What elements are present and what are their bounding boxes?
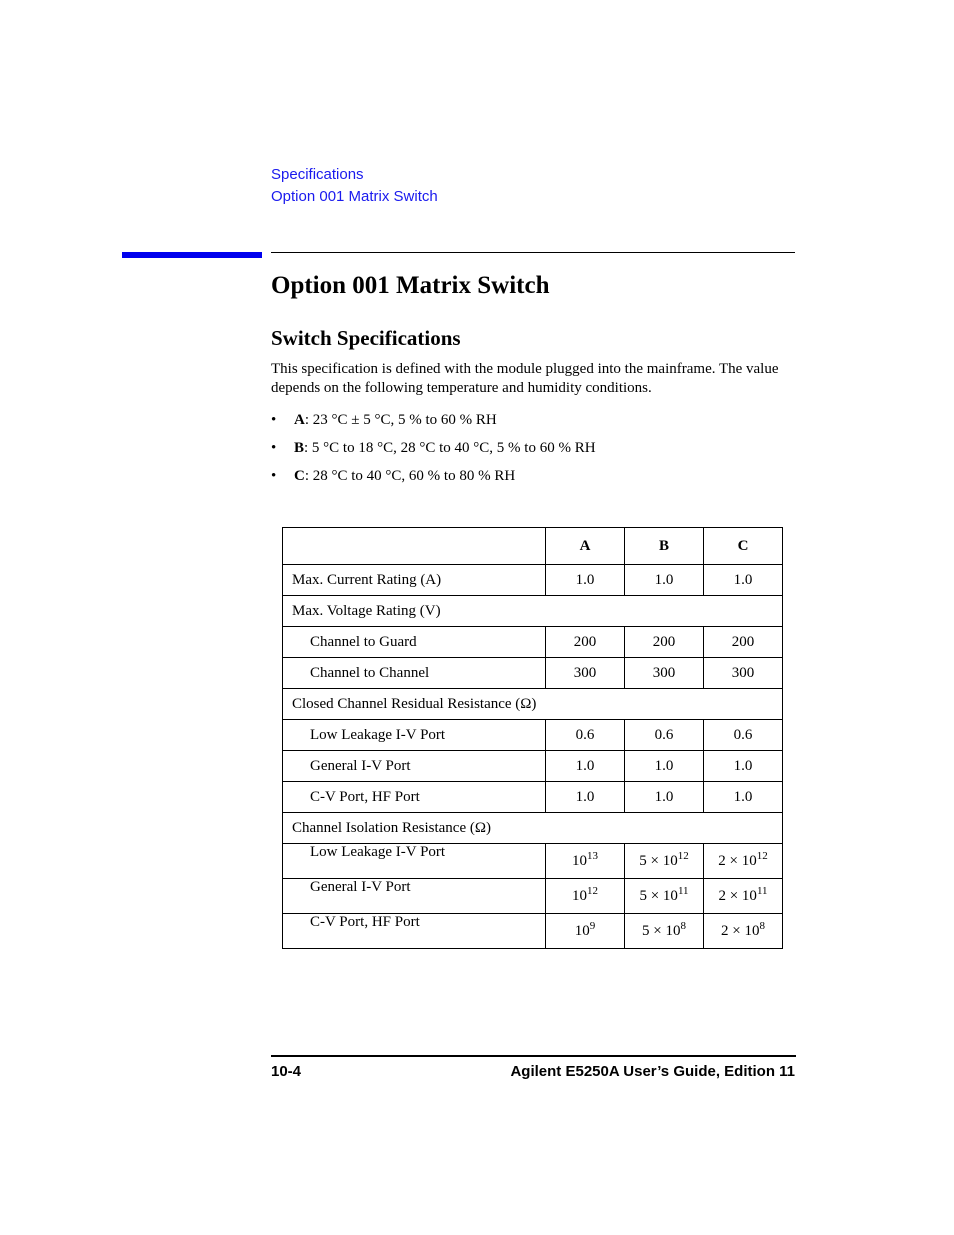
table-cell: 1.0 xyxy=(704,751,783,782)
table-cell: 200 xyxy=(546,627,625,658)
switch-spec-table xyxy=(282,527,783,949)
row-label: Low Leakage I-V Port xyxy=(283,720,546,751)
value-exponent: 13 xyxy=(587,849,598,862)
table-group-row xyxy=(283,813,783,844)
intro-paragraph: This specification is defined with the module plugged into the mainframe. The value depends on the following temperature and humidity conditions. xyxy=(271,361,779,396)
table-cell xyxy=(704,844,783,879)
condition-item-a xyxy=(271,411,497,430)
value-exponent: 9 xyxy=(589,919,596,932)
value-exponent: 12 xyxy=(677,849,689,862)
table-cell xyxy=(546,844,625,879)
condition-text: : 23 °C ± 5 °C, 5 % to 60 % RH xyxy=(304,412,497,428)
condition-key: B xyxy=(294,440,305,456)
title-rule xyxy=(271,252,795,253)
table-cell xyxy=(625,879,704,914)
table-row xyxy=(283,844,783,879)
table-cell: 1.0 xyxy=(625,565,704,596)
value-base: 5 × 10 xyxy=(639,852,678,869)
value-exponent: 11 xyxy=(677,884,689,897)
bullet-icon: • xyxy=(271,440,277,456)
table-cell: 300 xyxy=(546,658,625,689)
condition-key: C xyxy=(294,468,305,484)
table-cell: 1.0 xyxy=(546,565,625,596)
condition-item-c xyxy=(271,467,515,486)
condition-text: : 5 °C to 18 °C, 28 °C to 40 °C, 5 % to 60 % RH xyxy=(304,440,596,456)
bullet-icon: • xyxy=(271,412,277,428)
table-cell: 300 xyxy=(704,658,783,689)
table-header-row xyxy=(283,528,783,565)
table-cell: 1.0 xyxy=(704,565,783,596)
table-cell xyxy=(625,914,704,949)
row-label: Channel to Channel xyxy=(283,658,546,689)
footer-doc-title: Agilent E5250A User’s Guide, Edition 11 xyxy=(510,1063,795,1080)
value-base: 10 xyxy=(574,922,590,939)
row-label: C-V Port, HF Port xyxy=(283,782,546,813)
value-exponent: 8 xyxy=(680,919,686,932)
value-exponent: 11 xyxy=(756,884,768,897)
table-cell: 200 xyxy=(704,627,783,658)
chapter-accent-bar xyxy=(122,252,262,258)
table-row xyxy=(283,658,783,689)
table-row xyxy=(283,782,783,813)
row-label: General I-V Port xyxy=(283,879,546,914)
table-header-cell: B xyxy=(625,528,704,565)
value-base: 5 × 10 xyxy=(642,922,681,939)
table-row xyxy=(283,720,783,751)
table-row xyxy=(283,627,783,658)
group-label: Channel Isolation Resistance (Ω) xyxy=(283,813,783,844)
value-base: 5 × 10 xyxy=(639,887,678,904)
row-label: C-V Port, HF Port xyxy=(283,914,546,949)
table-cell: 1.0 xyxy=(625,751,704,782)
table-cell: 300 xyxy=(625,658,704,689)
table-cell: 1.0 xyxy=(546,751,625,782)
table-header-cell: A xyxy=(546,528,625,565)
value-base: 2 × 10 xyxy=(721,922,760,939)
group-label: Max. Voltage Rating (V) xyxy=(283,596,783,627)
value-base: 2 × 10 xyxy=(718,852,757,869)
table-row xyxy=(283,879,783,914)
table-cell: 1.0 xyxy=(625,782,704,813)
row-label: Max. Current Rating (A) xyxy=(283,565,546,596)
table-group-row xyxy=(283,596,783,627)
breadcrumb-link-specifications[interactable]: Specifications xyxy=(271,166,364,183)
value-exponent: 12 xyxy=(756,849,768,862)
table-group-row xyxy=(283,689,783,720)
row-label: General I-V Port xyxy=(283,751,546,782)
table-cell: 1.0 xyxy=(546,782,625,813)
table-cell xyxy=(704,914,783,949)
value-exponent: 12 xyxy=(587,884,598,897)
group-label: Closed Channel Residual Resistance (Ω) xyxy=(283,689,783,720)
condition-key: A xyxy=(294,412,305,428)
table-cell: 1.0 xyxy=(704,782,783,813)
bullet-icon: • xyxy=(271,468,277,484)
table-cell: 0.6 xyxy=(625,720,704,751)
value-base: 2 × 10 xyxy=(718,887,757,904)
footer-rule xyxy=(271,1055,796,1057)
table-row xyxy=(283,914,783,949)
row-label: Low Leakage I-V Port xyxy=(283,844,546,879)
condition-item-b xyxy=(271,439,596,458)
table-cell xyxy=(625,844,704,879)
value-base: 10 xyxy=(572,887,587,904)
breadcrumb-link-option-001-matrix-switch[interactable]: Option 001 Matrix Switch xyxy=(271,188,438,205)
table-row xyxy=(283,751,783,782)
row-label: Channel to Guard xyxy=(283,627,546,658)
table-cell xyxy=(546,879,625,914)
table-header-cell: C xyxy=(704,528,783,565)
value-exponent: 8 xyxy=(759,919,765,932)
table-cell xyxy=(704,879,783,914)
page-title: Option 001 Matrix Switch xyxy=(271,272,550,299)
table-cell: 0.6 xyxy=(704,720,783,751)
table-cell: 200 xyxy=(625,627,704,658)
table-header-cell xyxy=(283,528,546,565)
table-cell xyxy=(546,914,625,949)
footer-page-number: 10-4 xyxy=(271,1063,302,1080)
value-base: 10 xyxy=(572,852,587,869)
table-row xyxy=(283,565,783,596)
section-title: Switch Specifications xyxy=(271,326,461,350)
table-cell: 0.6 xyxy=(546,720,625,751)
condition-text: : 28 °C to 40 °C, 60 % to 80 % RH xyxy=(304,468,516,484)
